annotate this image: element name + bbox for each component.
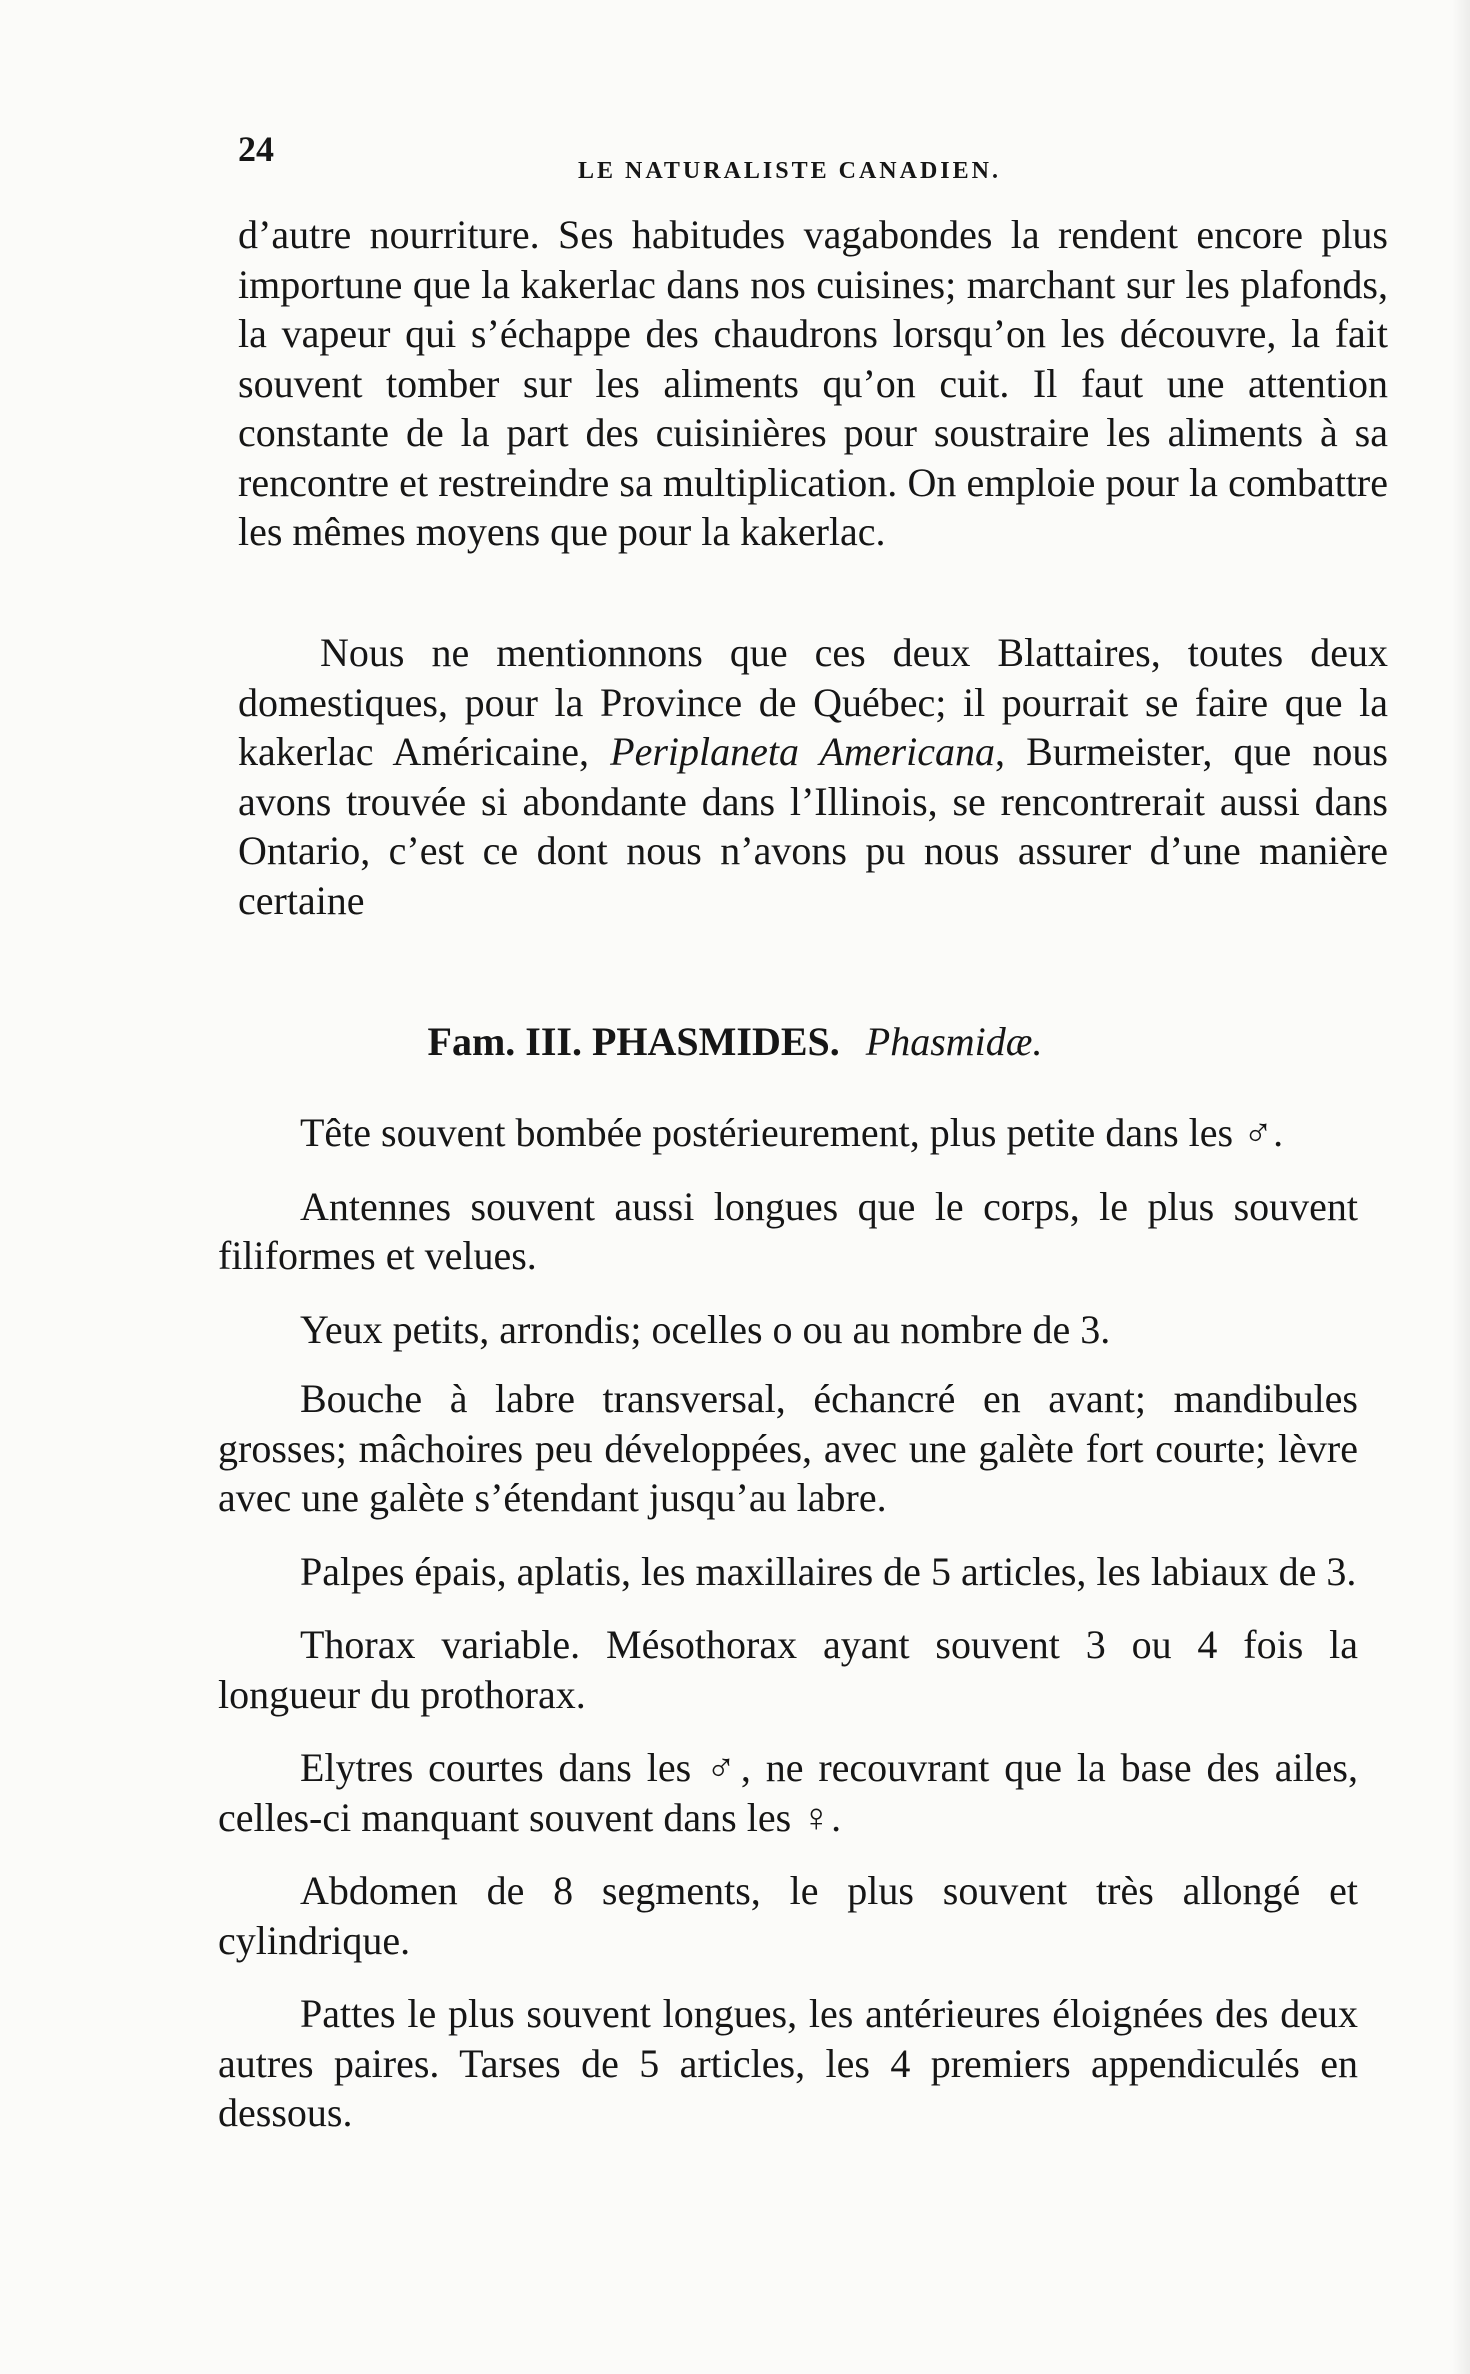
blattaires-paragraph [238,628,1388,925]
description-abdomen: Abdomen de 8 segments, le plus souvent très allongé et cylindrique. [218,1868,1358,1963]
family-latin-name: Phasmidæ. [865,1019,1043,1064]
blattaires-text-before: Nous ne mentionnons que ces deux Blattaires, toutes deux domestiques, pour la Province de Québec; il pourrait se faire que la kakerlac Américaine, [238,630,1388,774]
description-thorax: Thorax variable. Mésothorax ayant souvent 3 ou 4 fois la longueur du prothorax. [218,1622,1358,1717]
description-mouth: Bouche à labre transversal, échancré en avant; mandibules grosses; mâchoires peu développées, avec une galète fort courte; lèvre avec une galète s’étendant jusqu’au labre. [218,1376,1358,1520]
description-head: Tête souvent bombée postérieurement, plus petite dans les ♂. [300,1110,1284,1155]
blattaires-paragraph-block [238,628,1388,925]
description-palps: Palpes épais, aplatis, les maxillaires de 5 articles, les labiaux de 3. [300,1548,1357,1594]
running-title: LE NATURALISTE CANADIEN. [578,158,1001,184]
page-number: 24 [238,129,274,169]
scan-edge-shadow [1452,0,1470,2374]
description-eyes: Yeux petits, arrondis; ocelles o ou au nombre de 3. [300,1306,1111,1352]
page-header [238,128,1378,188]
description-legs: Pattes le plus souvent longues, les antérieures éloignées des deux autres paires. Tarses de 5 articles, les 4 premiers appendiculés en dessous. [218,1991,1358,2135]
description-elytra: Elytres courtes dans les ♂, ne recouvrant que la base des ailes, celles-ci manquant souvent dans les ♀. [218,1745,1358,1840]
intro-paragraph-block [238,210,1388,557]
family-title: Fam. III. PHASMIDES. [427,1019,840,1064]
intro-paragraph: d’autre nourriture. Ses habitudes vagabondes la rendent encore plus importune que la kakerlac dans nos cuisines; marchant sur les plafonds, la vapeur qui s’échappe des chaudrons lorsqu’on les découvre, la fait souvent tomber sur les aliments qu’on cuit. Il faut une attention constante de la part des cuisinières pour soustraire les aliments à sa rencontre et restreindre sa multiplication. On emploie pour la combattre les mêmes moyens que pour la kakerlac. [238,212,1388,554]
description-list [218,1108,1358,2162]
description-antennae: Antennes souvent aussi longues que le corps, le plus souvent filiformes et velues. [218,1183,1358,1278]
species-name: Periplaneta Americana [610,729,995,774]
blattaires-text-after: , Burmeister, que nous avons trouvée si abondante dans l’Illinois, se rencontrerait aussi dans Ontario, c’est ce dont nous n’avons pu nous assurer d’une manière certaine [238,729,1389,923]
section-heading [0,1018,1470,1065]
